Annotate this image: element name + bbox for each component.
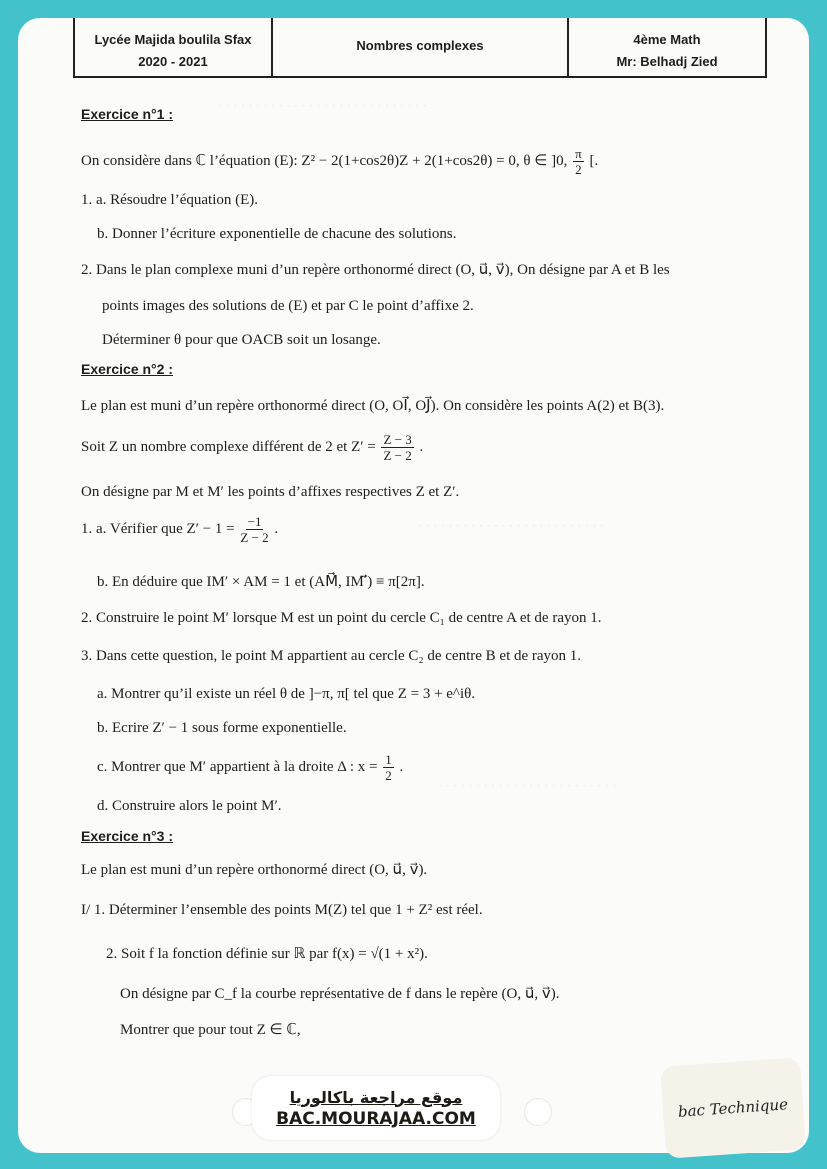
site-name-arabic[interactable]: موقع مراجعة باكالوريا <box>289 1087 463 1107</box>
exercise-2-line3: On désigne par M et M′ les points d’affixes respectives Z et Z′. <box>81 484 460 500</box>
exercise-2-q2: 2. Construire le point M′ lorsque M est un point du cercle C₁ de centre A et de rayon 1. <box>81 610 602 626</box>
exercise-2-q3d: d. Construire alors le point M′. <box>97 798 282 814</box>
site-logo-icon <box>524 1098 552 1126</box>
exercise-3-line5: Montrer que pour tout Z ∈ ℂ, <box>120 1022 301 1038</box>
subject-title: Nombres complexes <box>356 37 484 53</box>
site-url-link[interactable]: BAC.MOURAJAA.COM <box>276 1108 476 1129</box>
bleed-through-text: · · · · · · · · · · · · · · · · · · · · · · · · · · · · <box>218 98 427 113</box>
exercise-2-q3a: a. Montrer qu’il existe un réel θ de ]−π, π[ tel que Z = 3 + e^iθ. <box>97 686 476 702</box>
bac-technique-badge: bac Technique <box>660 1057 806 1159</box>
exercise-3-line1: Le plan est muni d’un repère orthonormé direct (O, u⃗, v⃗). <box>81 862 428 878</box>
exercise-2-title: Exercice n°2 : <box>81 361 173 377</box>
exercise-3-title: Exercice n°3 : <box>81 828 173 844</box>
exercise-1-q2a: 2. Dans le plan complexe muni d’un repère orthonormé direct (O, u⃗, v⃗), On désigne par A et B les <box>81 262 670 278</box>
exercise-3-line3: 2. Soit f la fonction définie sur ℝ par f(x) = √(1 + x²). <box>106 946 428 962</box>
site-badge[interactable] <box>252 1076 500 1140</box>
exercise-2-q3c: c. Montrer que M′ appartient à la droite Δ : x = $\frac{1}{2}$ . <box>97 752 404 783</box>
document-content <box>18 18 809 1153</box>
exercise-1-title: Exercice n°1 : <box>81 106 173 122</box>
bleed-through-text: · · · · · · · · · · · · · · · · · · · · · · · · · <box>418 518 605 533</box>
bleed-through-text: · · · · · · · · · · · · · · · · · · · · · · · · <box>438 778 617 793</box>
fraction: $\frac{Z - 3}{Z - 2}$ <box>383 432 412 463</box>
school-name: Lycée Majida boulila Sfax <box>94 31 252 47</box>
exercise-2-line1: Le plan est muni d’un repère orthonormé direct (O, OI⃗, OJ⃗). On considère les points A(2) et B(3). <box>81 398 665 414</box>
exercise-1-q2b: points images des solutions de (E) et par C le point d’affixe 2. <box>102 298 474 314</box>
fraction: $\frac{1}{2}$ <box>385 752 392 783</box>
fraction: $\frac{\pi}{2}$ <box>575 146 582 177</box>
exercise-2-line2: Soit Z un nombre complexe différent de 2 et Z′ = $\frac{Z - 3}{Z - 2}$ . <box>81 432 424 463</box>
exercise-3-line4: On désigne par C_f la courbe représentative de f dans le repère (O, u⃗, v⃗). <box>120 986 560 1002</box>
exercise-2-q3b: b. Ecrire Z′ − 1 sous forme exponentielle. <box>97 720 347 736</box>
exercise-2-q1a: 1. a. Vérifier que Z′ − 1 = $\frac{-1}{Z - 2}$ . <box>81 514 279 545</box>
document-page <box>18 18 809 1153</box>
exercise-1-q2c: Déterminer θ pour que OACB soit un losange. <box>102 332 381 348</box>
school-year: 2020 - 2021 <box>138 53 208 69</box>
exercise-2-q1b: b. En déduire que IM′ × AM = 1 et (AM⃗, IM′⃗) ≡ π[2π]. <box>97 574 425 590</box>
exercise-2-q3: 3. Dans cette question, le point M appartient au cercle C₂ de centre B et de rayon 1. <box>81 648 582 664</box>
exercise-1-q1a: 1. a. Résoudre l’équation (E). <box>81 192 259 208</box>
fraction: $\frac{-1}{Z - 2}$ <box>240 514 269 545</box>
exercise-1-intro: On considère dans ℂ l’équation (E): Z² − 2(1+cos2θ)Z + 2(1+cos2θ) = 0, θ ∈ ]0, $\frac{\pi}{2}$ [. <box>81 146 599 177</box>
class-label: 4ème Math <box>633 31 701 47</box>
exercise-1-q1b: b. Donner l’écriture exponentielle de chacune des solutions. <box>97 226 457 242</box>
teacher-name: Mr: Belhadj Zied <box>616 53 718 69</box>
exercise-3-line2: I/ 1. Déterminer l’ensemble des points M(Z) tel que 1 + Z² est réel. <box>81 902 483 918</box>
